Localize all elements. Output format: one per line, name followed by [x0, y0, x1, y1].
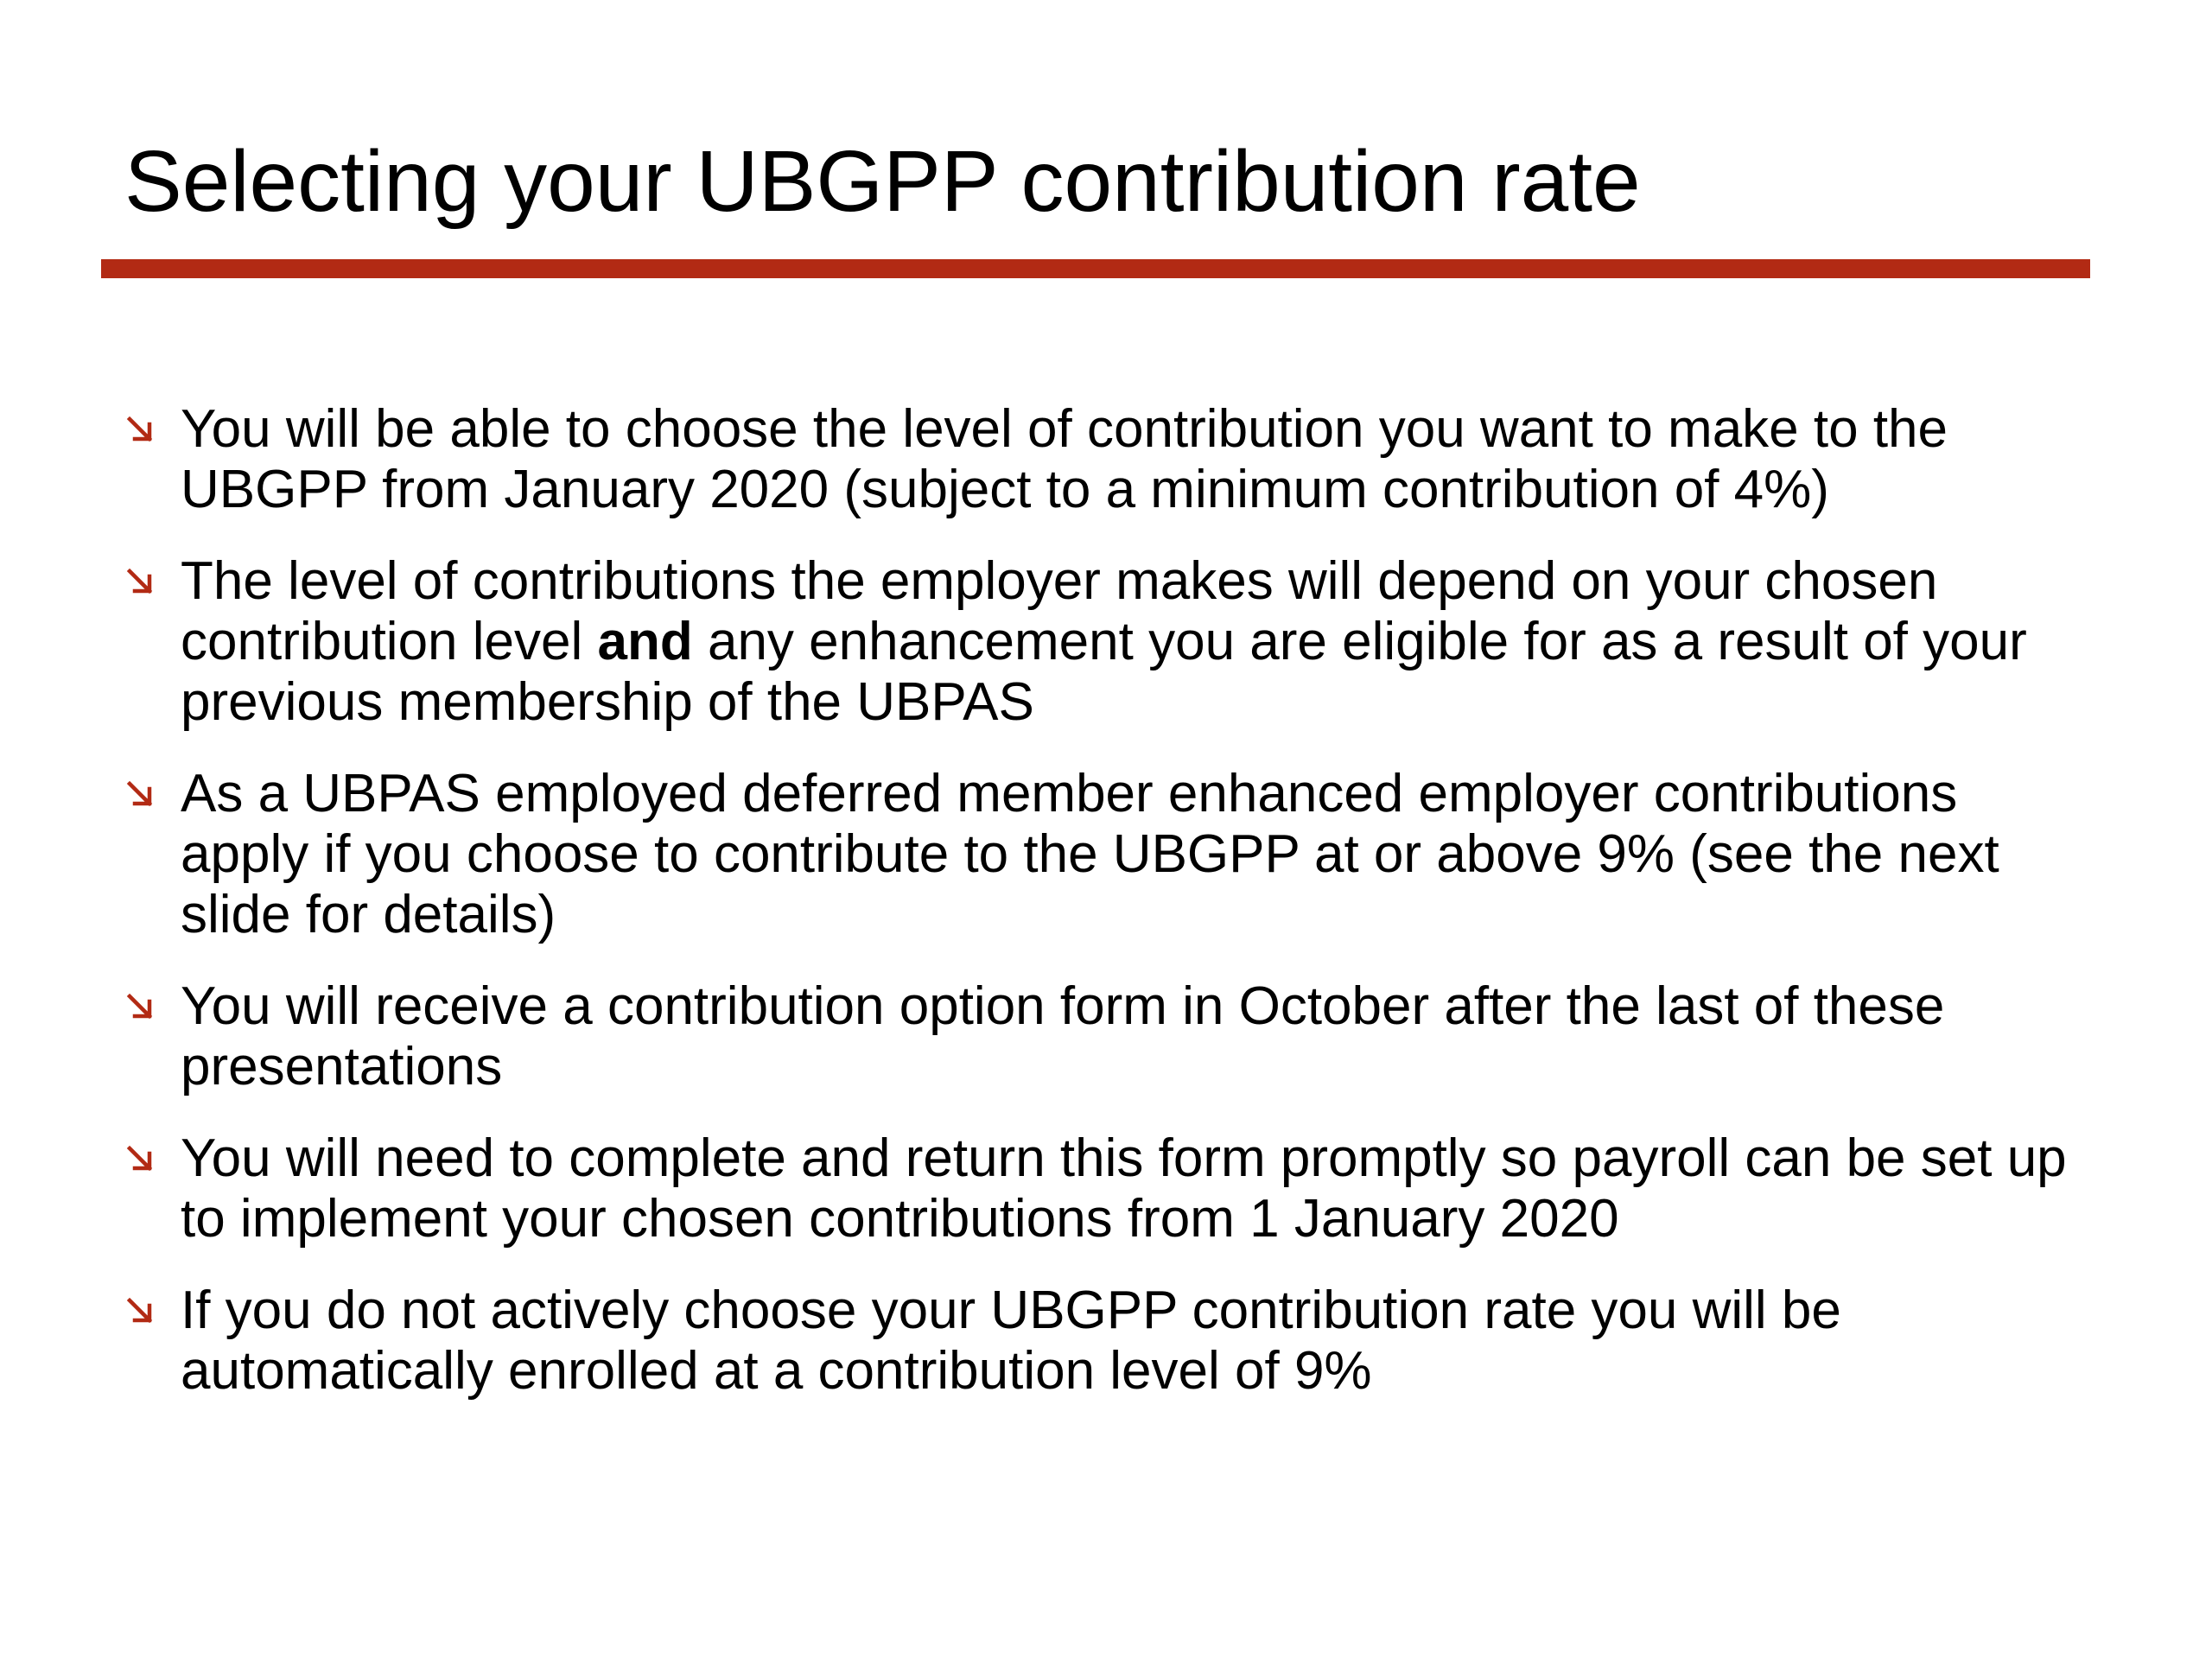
arrow-down-right-icon	[124, 779, 156, 810]
bullet-text-part: any enhancement you are eligible for as a result of your previous membership of the UBPAS	[181, 612, 2027, 732]
bullet-item	[124, 551, 2091, 733]
bullet-text-part: The level of contributions the employer makes will depend on your chosen contribution level	[181, 551, 1938, 671]
arrow-down-right-icon	[124, 1143, 156, 1174]
bullet-item	[124, 399, 2091, 520]
arrow-down-right-icon	[124, 414, 156, 445]
arrow-down-right-icon	[124, 1295, 156, 1326]
bullet-text: If you do not actively choose your UBGPP contribution rate you will be automatically enrolled at a contribution level of 9%	[181, 1281, 1841, 1401]
bullet-item	[124, 1281, 2091, 1402]
title-divider	[101, 259, 2090, 278]
bullet-text: You will be able to choose the level of contribution you want to make to the UBGPP from January 2020 (subject to a minimum contribution of 4%)	[181, 399, 1948, 519]
bullet-text: You will receive a contribution option form in October after the last of these presentations	[181, 976, 1945, 1096]
arrow-down-right-icon	[124, 991, 156, 1022]
bullet-list	[124, 399, 2091, 1433]
arrow-down-right-icon	[124, 566, 156, 597]
bullet-item	[124, 976, 2091, 1097]
bullet-text	[181, 551, 2027, 732]
bullet-text-emphasis: and	[597, 612, 693, 671]
bullet-text: You will need to complete and return this form promptly so payroll can be set up to implement your chosen contributions from 1 January 2020	[181, 1128, 2067, 1249]
bullet-item	[124, 764, 2091, 945]
bullet-text: As a UBPAS employed deferred member enhanced employer contributions apply if you choose to contribute to the UBGPP at or above 9% (see the next slide for details)	[181, 764, 1999, 944]
bullet-item	[124, 1128, 2091, 1249]
slide-title: Selecting your UBGPP contribution rate	[124, 133, 1641, 230]
